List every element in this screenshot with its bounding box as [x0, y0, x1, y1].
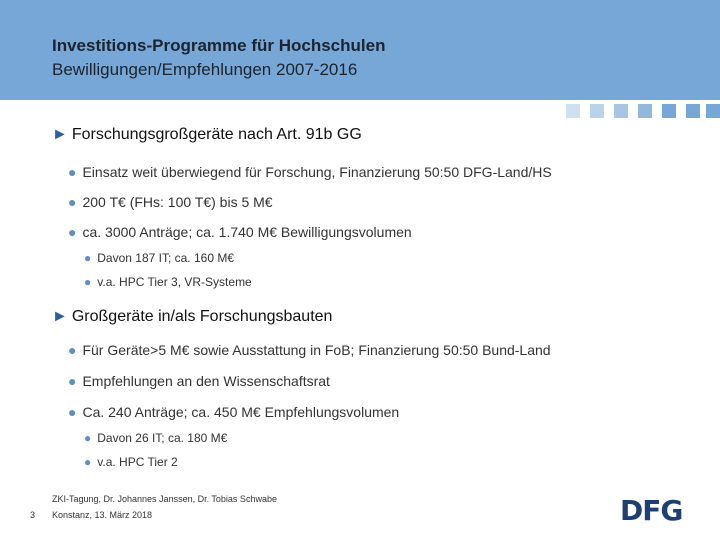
bullet-icon: ● — [84, 455, 92, 469]
bullet-item: ● Ca. 240 Anträge; ca. 450 M€ Empfehlungsvolumen — [68, 404, 400, 420]
decor-square — [638, 104, 652, 118]
bullet-item: ● ca. 3000 Anträge; ca. 1.740 M€ Bewilligungsvolumen — [68, 224, 412, 240]
bullet-icon: ● — [84, 275, 92, 289]
sub-bullet-item: ● Davon 187 IT; ca. 160 M€ — [84, 251, 234, 265]
section-heading-text: Forschungsgroßgeräte nach Art. 91b GG — [71, 126, 362, 143]
bullet-icon: ● — [68, 224, 77, 240]
dfg-logo: DFG — [620, 494, 683, 527]
bullet-icon: ● — [84, 251, 92, 265]
decor-square — [686, 104, 700, 118]
bullet-icon: ● — [84, 431, 92, 445]
arrow-icon: ► — [52, 126, 68, 143]
page-number: 3 — [30, 510, 36, 520]
bullet-item: ● Einsatz weit überwiegend für Forschung, Finanzierung 50:50 DFG-Land/HS — [68, 164, 552, 180]
slide-subtitle: Bewilligungen/Empfehlungen 2007-2016 — [52, 60, 358, 79]
bullet-item: ● Empfehlungen an den Wissenschaftsrat — [68, 373, 330, 389]
section-heading — [52, 308, 332, 326]
sub-bullet-item: ● v.a. HPC Tier 2 — [84, 455, 178, 469]
arrow-icon: ► — [52, 308, 68, 325]
footer-date: Konstanz, 13. März 2018 — [52, 510, 153, 520]
bullet-icon: ● — [68, 404, 77, 420]
section-heading — [52, 126, 362, 144]
bullet-item: ● 200 T€ (FHs: 100 T€) bis 5 M€ — [68, 194, 273, 210]
section-heading-text: Großgeräte in/als Forschungsbauten — [71, 308, 333, 325]
decor-square — [566, 104, 580, 118]
slide-title: Investitions-Programme für Hochschulen — [52, 36, 386, 55]
decorative-squares — [0, 104, 720, 120]
bullet-icon: ● — [68, 164, 77, 180]
decor-square — [590, 104, 604, 118]
bullet-icon: ● — [68, 342, 77, 358]
title-banner — [0, 0, 720, 100]
sub-bullet-item: ● v.a. HPC Tier 3, VR-Systeme — [84, 275, 252, 289]
sub-bullet-item: ● Davon 26 IT; ca. 180 M€ — [84, 431, 228, 445]
bullet-icon: ● — [68, 194, 77, 210]
decor-square — [706, 104, 720, 118]
footer-event: ZKI-Tagung, Dr. Johannes Janssen, Dr. Tobias Schwabe — [52, 494, 277, 504]
bullet-item: ● Für Geräte>5 M€ sowie Ausstattung in FoB; Finanzierung 50:50 Bund-Land — [68, 342, 551, 358]
decor-square — [614, 104, 628, 118]
bullet-icon: ● — [68, 373, 77, 389]
decor-square — [662, 104, 676, 118]
